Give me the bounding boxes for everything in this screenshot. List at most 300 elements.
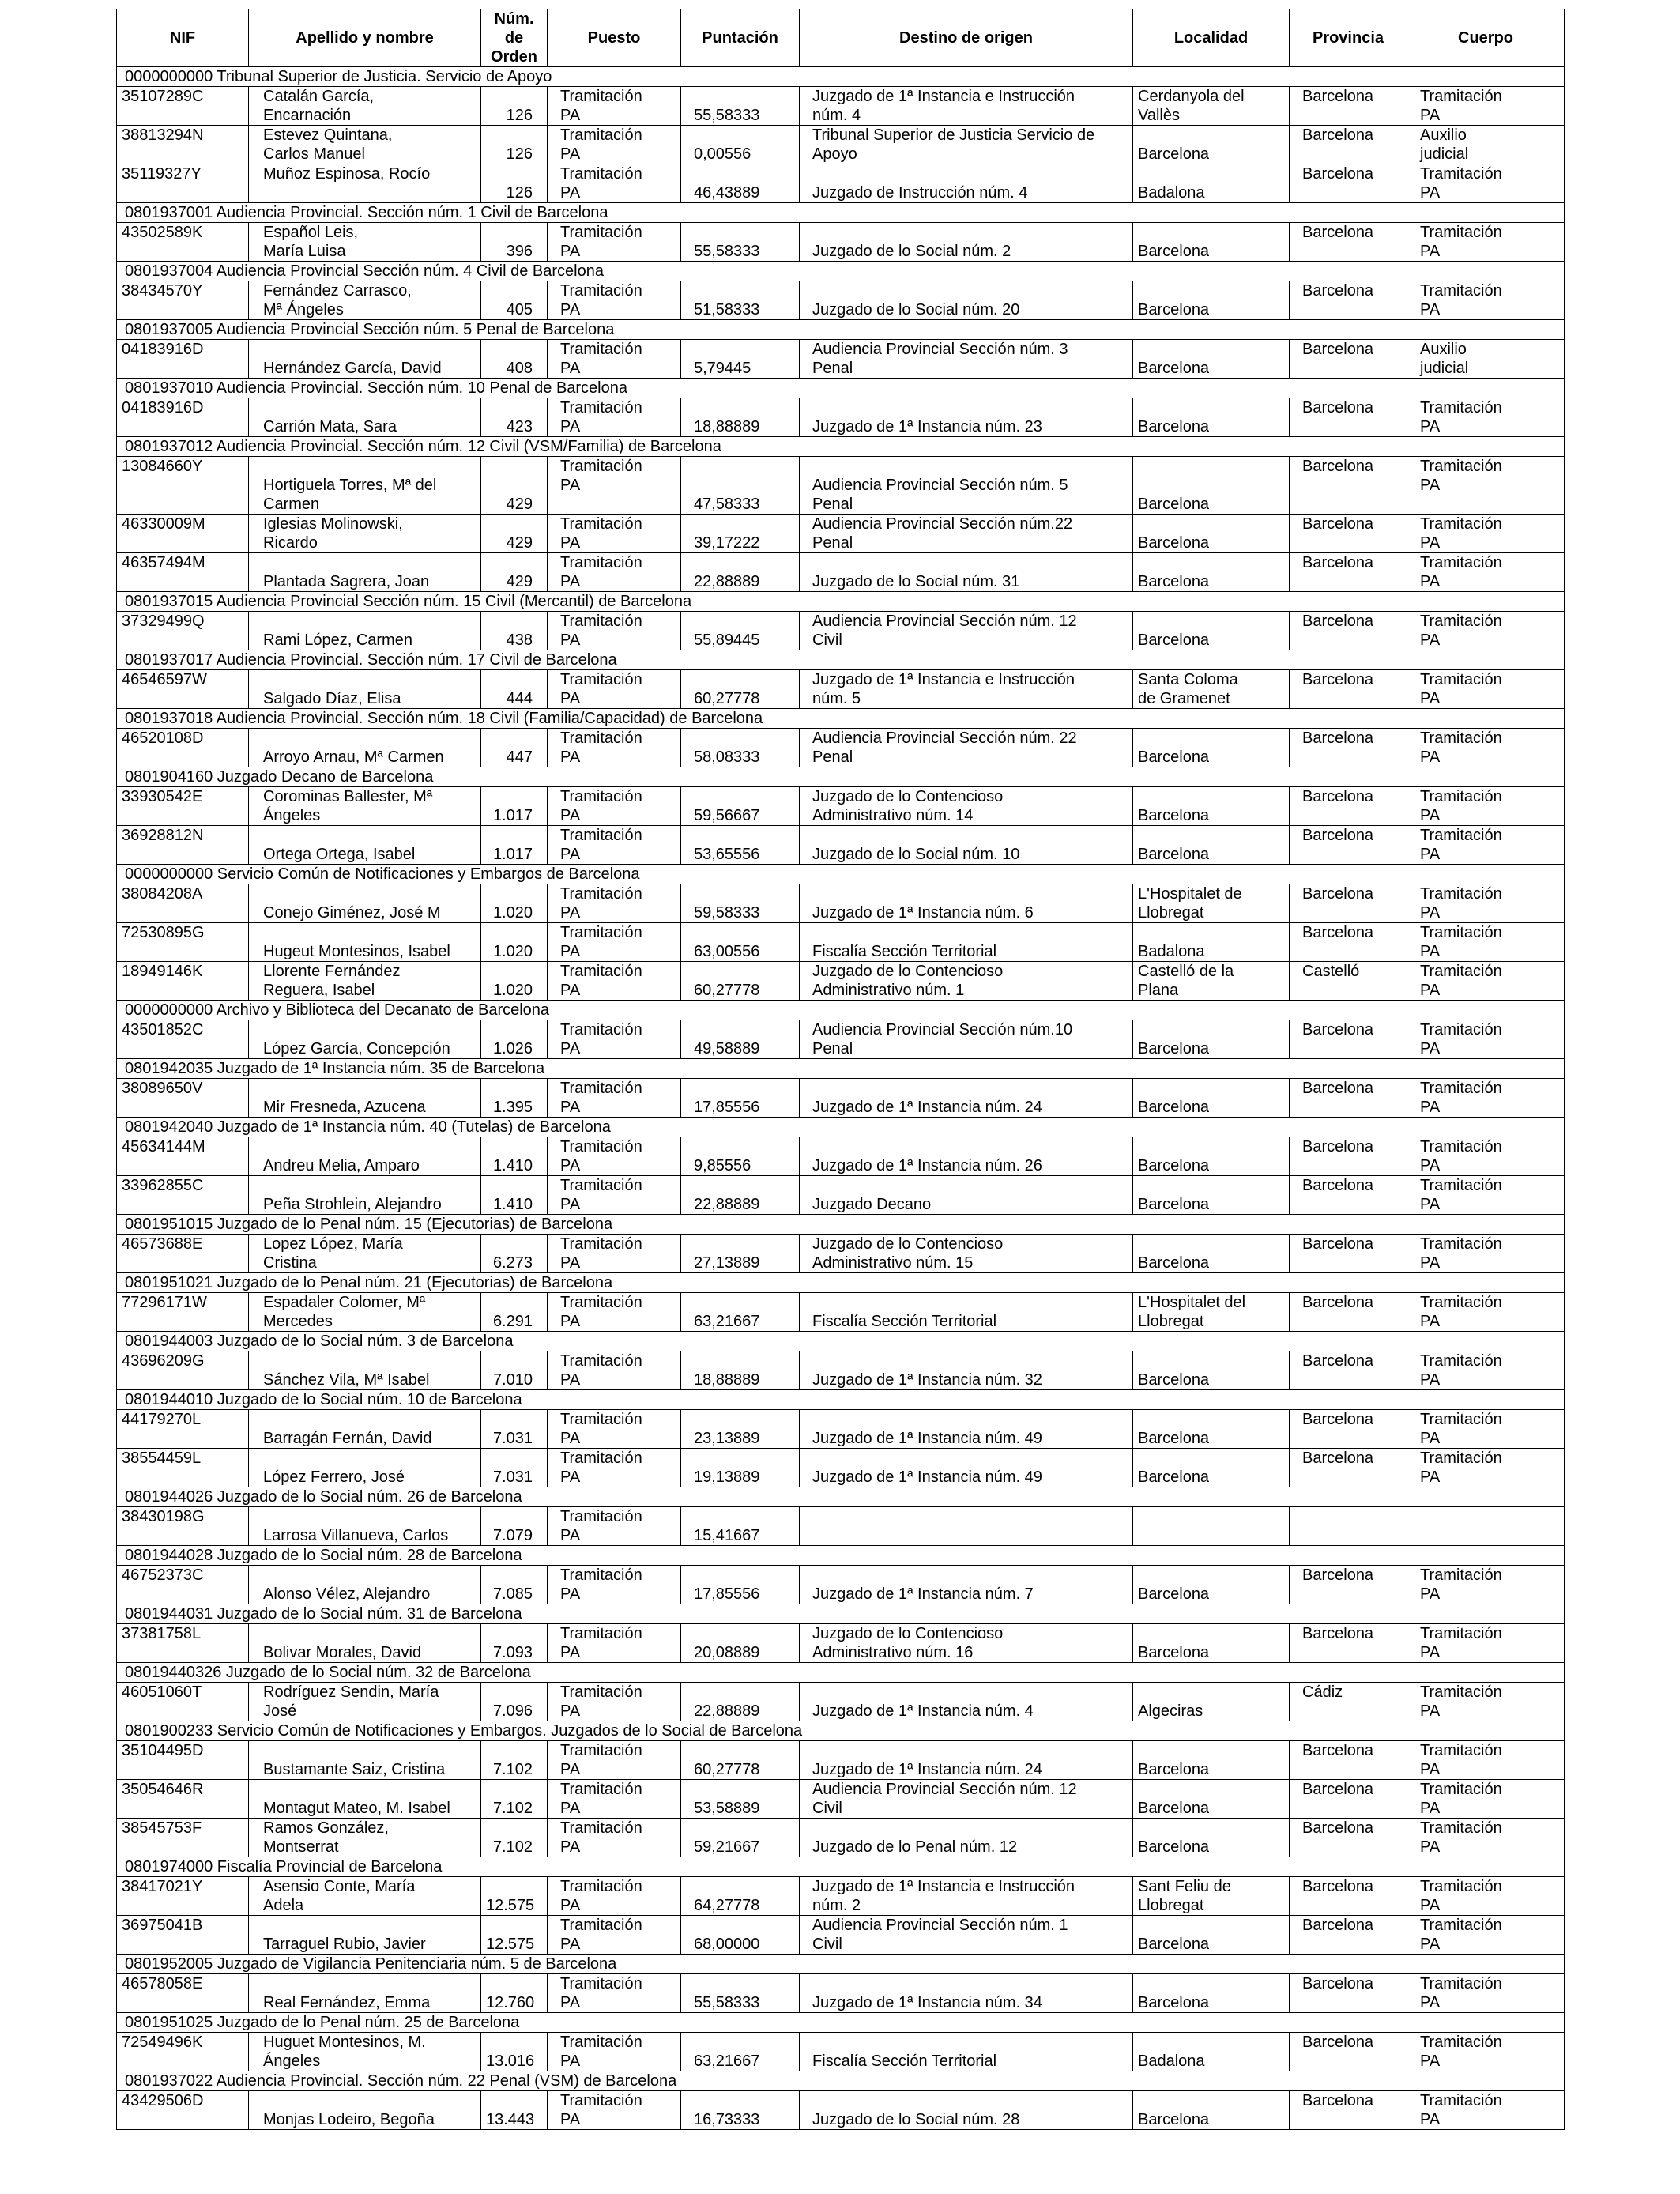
destino-cell: Juzgado de 1ª Instancia núm. 7 — [800, 1566, 1133, 1604]
group-header-row — [117, 1215, 1565, 1235]
nif-cell: 38430198G — [117, 1507, 249, 1546]
group-title: 0801937018 Audiencia Provincial. Sección núm. 18 Civil (Familia/Capacidad) de Barcelona — [117, 709, 1565, 729]
puntuacion-cell: 20,08889 — [681, 1624, 800, 1663]
cuerpo-cell: Tramitación PA — [1407, 281, 1565, 320]
orden-cell: 1.017 — [481, 826, 548, 865]
table-row — [117, 1449, 1565, 1487]
nif-cell: 13084660Y — [117, 457, 249, 515]
localidad-cell: Badalona — [1133, 923, 1290, 962]
destino-cell: Juzgado de 1ª Instancia núm. 24 — [800, 1741, 1133, 1780]
cuerpo-cell: Tramitación PA — [1407, 1079, 1565, 1118]
group-header-row — [117, 592, 1565, 612]
puntuacion-cell: 63,21667 — [681, 1293, 800, 1332]
orden-cell: 6.291 — [481, 1293, 548, 1332]
name-cell: Monjas Lodeiro, Begoña — [249, 2091, 481, 2130]
name-cell: Conejo Giménez, José M — [249, 884, 481, 923]
name-cell: Real Fernández, Emma — [249, 1974, 481, 2013]
puesto-cell: Tramitación PA — [548, 670, 681, 709]
puesto-cell: Tramitación PA — [548, 1974, 681, 2013]
destino-cell: Juzgado de 1ª Instancia núm. 32 — [800, 1351, 1133, 1390]
orden-cell: 1.026 — [481, 1020, 548, 1059]
table-body — [117, 67, 1565, 2130]
group-title: 0801944010 Juzgado de lo Social núm. 10 de Barcelona — [117, 1390, 1565, 1410]
destino-cell: Juzgado de lo Penal núm. 12 — [800, 1819, 1133, 1857]
puesto-cell: Tramitación PA — [548, 1176, 681, 1215]
orden-cell: 447 — [481, 729, 548, 767]
table-header — [117, 9, 1565, 67]
nif-cell: 46546597W — [117, 670, 249, 709]
puntuacion-cell: 39,17222 — [681, 515, 800, 553]
puntuacion-cell: 17,85556 — [681, 1079, 800, 1118]
nif-cell: 72549496K — [117, 2033, 249, 2071]
puntuacion-cell: 68,00000 — [681, 1916, 800, 1955]
puntuacion-cell: 53,58889 — [681, 1780, 800, 1819]
puesto-cell: Tramitación PA — [548, 1235, 681, 1273]
destino-cell: Juzgado de 1ª Instancia núm. 24 — [800, 1079, 1133, 1118]
cuerpo-cell: Tramitación PA — [1407, 515, 1565, 553]
orden-cell: 7.031 — [481, 1449, 548, 1487]
table-row — [117, 1916, 1565, 1955]
nif-cell: 33962855C — [117, 1176, 249, 1215]
table-row — [117, 164, 1565, 203]
destino-cell: Juzgado de lo Contencioso Administrativo núm. 14 — [800, 787, 1133, 826]
cuerpo-cell: Tramitación PA — [1407, 826, 1565, 865]
destino-cell: Audiencia Provincial Sección núm. 1 Civil — [800, 1916, 1133, 1955]
puesto-cell: Tramitación PA — [548, 2091, 681, 2130]
table-row — [117, 1741, 1565, 1780]
table-row — [117, 1683, 1565, 1721]
localidad-cell: Barcelona — [1133, 223, 1290, 262]
destino-cell: Juzgado de 1ª Instancia e Instrucción núm. 4 — [800, 87, 1133, 126]
nif-cell: 43696209G — [117, 1351, 249, 1390]
table-row — [117, 826, 1565, 865]
localidad-cell: L'Hospitalet del Llobregat — [1133, 1293, 1290, 1332]
cuerpo-cell: Tramitación PA — [1407, 1974, 1565, 2013]
destino-cell: Juzgado de lo Contencioso Administrativo núm. 1 — [800, 962, 1133, 1001]
name-cell: Iglesias Molinowski, Ricardo — [249, 515, 481, 553]
table-row — [117, 553, 1565, 592]
cuerpo-cell: Tramitación PA — [1407, 1780, 1565, 1819]
name-cell: Andreu Melia, Amparo — [249, 1137, 481, 1176]
puntuacion-cell: 63,00556 — [681, 923, 800, 962]
provincia-cell: Barcelona — [1290, 553, 1407, 592]
provincia-cell: Barcelona — [1290, 1351, 1407, 1390]
destino-cell: Juzgado de 1ª Instancia e Instrucción núm. 5 — [800, 670, 1133, 709]
nif-cell: 77296171W — [117, 1293, 249, 1332]
puesto-cell: Tramitación PA — [548, 923, 681, 962]
provincia-cell: Barcelona — [1290, 1974, 1407, 2013]
orden-cell: 12.575 — [481, 1916, 548, 1955]
localidad-cell: Barcelona — [1133, 281, 1290, 320]
destino-cell: Juzgado de lo Social núm. 31 — [800, 553, 1133, 592]
cuerpo-cell: Tramitación PA — [1407, 1235, 1565, 1273]
localidad-cell: Barcelona — [1133, 1351, 1290, 1390]
name-cell: Asensio Conte, María Adela — [249, 1877, 481, 1916]
name-cell: Catalán García, Encarnación — [249, 87, 481, 126]
destino-cell: Juzgado de 1ª Instancia núm. 6 — [800, 884, 1133, 923]
cuerpo-cell: Tramitación PA — [1407, 2091, 1565, 2130]
provincia-cell: Barcelona — [1290, 923, 1407, 962]
destino-cell: Audiencia Provincial Sección núm. 12 Civil — [800, 1780, 1133, 1819]
puntuacion-cell: 49,58889 — [681, 1020, 800, 1059]
provincia-cell: Barcelona — [1290, 670, 1407, 709]
cuerpo-cell: Tramitación PA — [1407, 884, 1565, 923]
name-cell: Corominas Ballester, Mª Ángeles — [249, 787, 481, 826]
localidad-cell: L'Hospitalet de Llobregat — [1133, 884, 1290, 923]
table-row — [117, 612, 1565, 650]
name-cell: Mir Fresneda, Azucena — [249, 1079, 481, 1118]
orden-cell: 405 — [481, 281, 548, 320]
orden-cell: 1.395 — [481, 1079, 548, 1118]
localidad-cell: Barcelona — [1133, 1235, 1290, 1273]
name-cell: Bustamante Saiz, Cristina — [249, 1741, 481, 1780]
puesto-cell: Tramitación PA — [548, 826, 681, 865]
document-page — [116, 9, 1564, 2130]
destino-cell: Audiencia Provincial Sección núm.10 Penal — [800, 1020, 1133, 1059]
name-cell: Larrosa Villanueva, Carlos — [249, 1507, 481, 1546]
table-row — [117, 2091, 1565, 2130]
destino-cell: Juzgado de 1ª Instancia e Instrucción núm. 2 — [800, 1877, 1133, 1916]
nif-cell: 43429506D — [117, 2091, 249, 2130]
localidad-cell: Sant Feliu de Llobregat — [1133, 1877, 1290, 1916]
puesto-cell: Tramitación PA — [548, 1683, 681, 1721]
puntuacion-cell: 18,88889 — [681, 398, 800, 437]
puesto-cell: Tramitación PA — [548, 126, 681, 164]
puntuacion-cell: 46,43889 — [681, 164, 800, 203]
nif-cell: 38434570Y — [117, 281, 249, 320]
cuerpo-cell: Tramitación PA — [1407, 1683, 1565, 1721]
group-title: 0801944028 Juzgado de lo Social núm. 28 de Barcelona — [117, 1546, 1565, 1566]
localidad-cell: Badalona — [1133, 164, 1290, 203]
name-cell: Fernández Carrasco, Mª Ángeles — [249, 281, 481, 320]
localidad-cell: Barcelona — [1133, 729, 1290, 767]
name-cell: Barragán Fernán, David — [249, 1410, 481, 1449]
cuerpo-cell: Tramitación PA — [1407, 457, 1565, 515]
puntuacion-cell: 55,89445 — [681, 612, 800, 650]
group-title: 0801951025 Juzgado de lo Penal núm. 25 de Barcelona — [117, 2013, 1565, 2033]
cuerpo-cell: Tramitación PA — [1407, 1137, 1565, 1176]
table-row — [117, 1780, 1565, 1819]
cuerpo-cell: Tramitación PA — [1407, 1293, 1565, 1332]
puntuacion-cell: 0,00556 — [681, 126, 800, 164]
cuerpo-cell: Tramitación PA — [1407, 670, 1565, 709]
nif-cell: 04183916D — [117, 398, 249, 437]
destino-cell: Fiscalía Sección Territorial — [800, 923, 1133, 962]
puesto-cell: Tramitación PA — [548, 515, 681, 553]
destino-cell: Juzgado Decano — [800, 1176, 1133, 1215]
cuerpo-cell: Tramitación PA — [1407, 1176, 1565, 1215]
name-cell: Ramos González, Montserrat — [249, 1819, 481, 1857]
cuerpo-cell: Tramitación PA — [1407, 729, 1565, 767]
name-cell: Arroyo Arnau, Mª Carmen — [249, 729, 481, 767]
puntuacion-cell: 55,58333 — [681, 1974, 800, 2013]
provincia-cell: Barcelona — [1290, 1137, 1407, 1176]
provincia-cell: Barcelona — [1290, 1293, 1407, 1332]
orden-cell: 7.096 — [481, 1683, 548, 1721]
group-header-row — [117, 709, 1565, 729]
orden-cell: 429 — [481, 553, 548, 592]
table-row — [117, 1624, 1565, 1663]
puntuacion-cell: 27,13889 — [681, 1235, 800, 1273]
destino-cell: Juzgado de lo Social núm. 10 — [800, 826, 1133, 865]
cuerpo-cell — [1407, 1507, 1565, 1546]
group-header-row — [117, 1857, 1565, 1877]
name-cell: Carrión Mata, Sara — [249, 398, 481, 437]
group-header-row — [117, 1332, 1565, 1351]
puesto-cell: Tramitación PA — [548, 553, 681, 592]
name-cell: Alonso Vélez, Alejandro — [249, 1566, 481, 1604]
localidad-cell: Barcelona — [1133, 1916, 1290, 1955]
nif-cell: 46357494M — [117, 553, 249, 592]
group-title: 0000000000 Tribunal Superior de Justicia. Servicio de Apoyo — [117, 67, 1565, 87]
puesto-cell: Tramitación PA — [548, 1410, 681, 1449]
localidad-cell: Barcelona — [1133, 2091, 1290, 2130]
localidad-cell: Barcelona — [1133, 787, 1290, 826]
orden-cell: 7.102 — [481, 1780, 548, 1819]
group-title: 0801937004 Audiencia Provincial Sección núm. 4 Civil de Barcelona — [117, 262, 1565, 281]
puesto-cell: Tramitación PA — [548, 1020, 681, 1059]
nif-cell: 38554459L — [117, 1449, 249, 1487]
puntuacion-cell: 17,85556 — [681, 1566, 800, 1604]
orden-cell: 7.102 — [481, 1819, 548, 1857]
destino-cell: Audiencia Provincial Sección núm. 22 Penal — [800, 729, 1133, 767]
cuerpo-cell: Tramitación PA — [1407, 87, 1565, 126]
group-title: 0801937010 Audiencia Provincial. Sección núm. 10 Penal de Barcelona — [117, 379, 1565, 398]
provincia-cell: Barcelona — [1290, 1741, 1407, 1780]
name-cell: Rodríguez Sendin, María José — [249, 1683, 481, 1721]
localidad-cell: Barcelona — [1133, 553, 1290, 592]
orden-cell: 1.410 — [481, 1137, 548, 1176]
nif-cell: 36928812N — [117, 826, 249, 865]
group-title: 0801937005 Audiencia Provincial Sección núm. 5 Penal de Barcelona — [117, 320, 1565, 340]
puesto-cell: Tramitación PA — [548, 1137, 681, 1176]
orden-cell: 6.273 — [481, 1235, 548, 1273]
provincia-cell: Castelló — [1290, 962, 1407, 1001]
header-nif: NIF — [117, 9, 249, 67]
cuerpo-cell: Tramitación PA — [1407, 1566, 1565, 1604]
cuerpo-cell: Tramitación PA — [1407, 553, 1565, 592]
puesto-cell: Tramitación PA — [548, 2033, 681, 2071]
table-row — [117, 281, 1565, 320]
localidad-cell — [1133, 1507, 1290, 1546]
orden-cell: 1.020 — [481, 962, 548, 1001]
cuerpo-cell: Tramitación PA — [1407, 1351, 1565, 1390]
nif-cell: 35054646R — [117, 1780, 249, 1819]
nif-cell: 45634144M — [117, 1137, 249, 1176]
localidad-cell: Barcelona — [1133, 1137, 1290, 1176]
puntuacion-cell: 22,88889 — [681, 1683, 800, 1721]
provincia-cell: Barcelona — [1290, 281, 1407, 320]
orden-cell: 126 — [481, 164, 548, 203]
localidad-cell: Barcelona — [1133, 1780, 1290, 1819]
puntuacion-cell: 59,56667 — [681, 787, 800, 826]
table-row — [117, 223, 1565, 262]
nif-cell: 37329499Q — [117, 612, 249, 650]
group-header-row — [117, 379, 1565, 398]
nif-cell: 35107289C — [117, 87, 249, 126]
nif-cell: 72530895G — [117, 923, 249, 962]
localidad-cell: Barcelona — [1133, 1449, 1290, 1487]
orden-cell: 7.031 — [481, 1410, 548, 1449]
nif-cell: 18949146K — [117, 962, 249, 1001]
orden-cell: 1.020 — [481, 923, 548, 962]
localidad-cell: Barcelona — [1133, 1741, 1290, 1780]
header-apellido-nombre: Apellido y nombre — [249, 9, 481, 67]
name-cell: Sánchez Vila, Mª Isabel — [249, 1351, 481, 1390]
puesto-cell: Tramitación PA — [548, 1507, 681, 1546]
destino-cell: Juzgado de 1ª Instancia núm. 49 — [800, 1449, 1133, 1487]
provincia-cell: Barcelona — [1290, 340, 1407, 379]
group-title: 0801937017 Audiencia Provincial. Sección núm. 17 Civil de Barcelona — [117, 650, 1565, 670]
puesto-cell: Tramitación PA — [548, 340, 681, 379]
table-row — [117, 515, 1565, 553]
destino-cell: Audiencia Provincial Sección núm. 5 Penal — [800, 457, 1133, 515]
localidad-cell: Barcelona — [1133, 457, 1290, 515]
cuerpo-cell: Tramitación PA — [1407, 923, 1565, 962]
table-row — [117, 1176, 1565, 1215]
puntuacion-cell: 9,85556 — [681, 1137, 800, 1176]
destino-cell — [800, 1507, 1133, 1546]
puntuacion-cell: 60,27778 — [681, 1741, 800, 1780]
orden-cell: 12.760 — [481, 1974, 548, 2013]
destino-cell: Juzgado de Instrucción núm. 4 — [800, 164, 1133, 203]
puesto-cell: Tramitación PA — [548, 1079, 681, 1118]
table-row — [117, 1351, 1565, 1390]
group-header-row — [117, 203, 1565, 223]
orden-cell: 1.020 — [481, 884, 548, 923]
localidad-cell: Barcelona — [1133, 1410, 1290, 1449]
localidad-cell: Barcelona — [1133, 1624, 1290, 1663]
nif-cell: 46051060T — [117, 1683, 249, 1721]
group-title: 0801944003 Juzgado de lo Social núm. 3 de Barcelona — [117, 1332, 1565, 1351]
cuerpo-cell: Tramitación PA — [1407, 612, 1565, 650]
puesto-cell: Tramitación PA — [548, 884, 681, 923]
name-cell: Muñoz Espinosa, Rocío — [249, 164, 481, 203]
group-header-row — [117, 1273, 1565, 1293]
nif-cell: 43502589K — [117, 223, 249, 262]
destino-cell: Juzgado de 1ª Instancia núm. 26 — [800, 1137, 1133, 1176]
orden-cell: 12.575 — [481, 1877, 548, 1916]
header-provincia: Provincia — [1290, 9, 1407, 67]
puntuacion-cell: 58,08333 — [681, 729, 800, 767]
puesto-cell: Tramitación PA — [548, 1624, 681, 1663]
destino-cell: Juzgado de 1ª Instancia núm. 4 — [800, 1683, 1133, 1721]
localidad-cell: Cerdanyola del Vallès — [1133, 87, 1290, 126]
puntuacion-cell: 51,58333 — [681, 281, 800, 320]
cuerpo-cell: Auxilio judicial — [1407, 126, 1565, 164]
group-header-row — [117, 767, 1565, 787]
table-row — [117, 729, 1565, 767]
provincia-cell: Cádiz — [1290, 1683, 1407, 1721]
group-header-row — [117, 1604, 1565, 1624]
destino-cell: Audiencia Provincial Sección núm. 3 Penal — [800, 340, 1133, 379]
destino-cell: Juzgado de lo Social núm. 28 — [800, 2091, 1133, 2130]
provincia-cell: Barcelona — [1290, 787, 1407, 826]
puntuacion-cell: 23,13889 — [681, 1410, 800, 1449]
header-puntacion: Puntación — [681, 9, 800, 67]
orden-cell: 396 — [481, 223, 548, 262]
nif-cell: 44179270L — [117, 1410, 249, 1449]
group-title: 0801937022 Audiencia Provincial. Sección núm. 22 Penal (VSM) de Barcelona — [117, 2071, 1565, 2091]
group-title: 0801942040 Juzgado de 1ª Instancia núm. 40 (Tutelas) de Barcelona — [117, 1118, 1565, 1137]
orden-cell: 1.017 — [481, 787, 548, 826]
puntuacion-cell: 19,13889 — [681, 1449, 800, 1487]
assignment-table — [116, 9, 1565, 2130]
orden-cell: 7.085 — [481, 1566, 548, 1604]
puesto-cell: Tramitación PA — [548, 787, 681, 826]
localidad-cell: Algeciras — [1133, 1683, 1290, 1721]
puntuacion-cell: 60,27778 — [681, 962, 800, 1001]
provincia-cell: Barcelona — [1290, 1176, 1407, 1215]
nif-cell: 38545753F — [117, 1819, 249, 1857]
provincia-cell: Barcelona — [1290, 126, 1407, 164]
localidad-cell: Castelló de la Plana — [1133, 962, 1290, 1001]
orden-cell: 1.410 — [481, 1176, 548, 1215]
table-row — [117, 126, 1565, 164]
orden-cell: 7.093 — [481, 1624, 548, 1663]
name-cell: Estevez Quintana, Carlos Manuel — [249, 126, 481, 164]
name-cell: Hernández García, David — [249, 340, 481, 379]
orden-cell: 438 — [481, 612, 548, 650]
group-header-row — [117, 1001, 1565, 1020]
puesto-cell: Tramitación PA — [548, 87, 681, 126]
nif-cell: 38089650V — [117, 1079, 249, 1118]
puntuacion-cell: 16,73333 — [681, 2091, 800, 2130]
group-header-row — [117, 67, 1565, 87]
group-header-row — [117, 1546, 1565, 1566]
destino-cell: Juzgado de 1ª Instancia núm. 49 — [800, 1410, 1133, 1449]
group-header-row — [117, 320, 1565, 340]
nif-cell: 04183916D — [117, 340, 249, 379]
cuerpo-cell: Auxilio judicial — [1407, 340, 1565, 379]
group-title: 0000000000 Servicio Común de Notificaciones y Embargos de Barcelona — [117, 865, 1565, 884]
group-title: 0801937012 Audiencia Provincial. Sección núm. 12 Civil (VSM/Familia) de Barcelona — [117, 437, 1565, 457]
puesto-cell: Tramitación PA — [548, 398, 681, 437]
table-row — [117, 87, 1565, 126]
table-row — [117, 1020, 1565, 1059]
group-title: 0801937015 Audiencia Provincial Sección núm. 15 Civil (Mercantil) de Barcelona — [117, 592, 1565, 612]
group-title: 0801944026 Juzgado de lo Social núm. 26 de Barcelona — [117, 1487, 1565, 1507]
puesto-cell: Tramitación PA — [548, 729, 681, 767]
provincia-cell: Barcelona — [1290, 1877, 1407, 1916]
cuerpo-cell: Tramitación PA — [1407, 398, 1565, 437]
provincia-cell: Barcelona — [1290, 87, 1407, 126]
name-cell: Español Leis, María Luisa — [249, 223, 481, 262]
localidad-cell: Barcelona — [1133, 126, 1290, 164]
destino-cell: Audiencia Provincial Sección núm. 12 Civil — [800, 612, 1133, 650]
nif-cell: 36975041B — [117, 1916, 249, 1955]
provincia-cell: Barcelona — [1290, 1410, 1407, 1449]
header-num-orden: Núm. de Orden — [481, 9, 548, 67]
provincia-cell: Barcelona — [1290, 1566, 1407, 1604]
puesto-cell: Tramitación PA — [548, 1780, 681, 1819]
localidad-cell: Barcelona — [1133, 1974, 1290, 2013]
group-header-row — [117, 1721, 1565, 1741]
nif-cell: 46330009M — [117, 515, 249, 553]
cuerpo-cell: Tramitación PA — [1407, 1741, 1565, 1780]
name-cell: López Ferrero, José — [249, 1449, 481, 1487]
localidad-cell: Barcelona — [1133, 826, 1290, 865]
table-row — [117, 1079, 1565, 1118]
name-cell: Espadaler Colomer, Mª Mercedes — [249, 1293, 481, 1332]
orden-cell: 7.010 — [481, 1351, 548, 1390]
cuerpo-cell: Tramitación PA — [1407, 962, 1565, 1001]
table-row — [117, 1410, 1565, 1449]
table-row — [117, 962, 1565, 1001]
table-row — [117, 670, 1565, 709]
puesto-cell: Tramitación PA — [548, 164, 681, 203]
puntuacion-cell: 63,21667 — [681, 2033, 800, 2071]
